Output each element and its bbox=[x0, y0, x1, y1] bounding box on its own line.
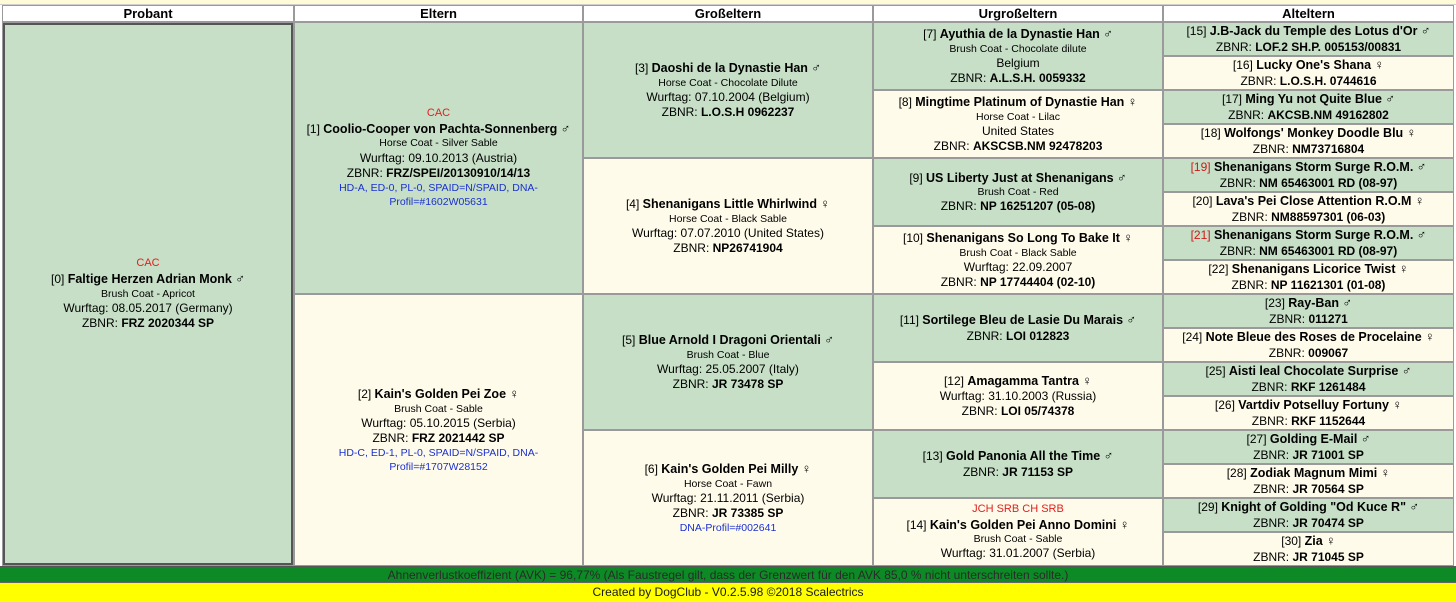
dog-number: [1] bbox=[306, 121, 320, 136]
reg-label: ZBNR: bbox=[1231, 277, 1268, 292]
female-icon: ♀ bbox=[801, 461, 812, 477]
dog-cell-28[interactable] bbox=[1163, 464, 1454, 498]
dog-cell-7[interactable] bbox=[873, 22, 1163, 90]
dog-number: [0] bbox=[51, 272, 65, 286]
reg-label: ZBNR: bbox=[1253, 515, 1290, 530]
dog-number: [8] bbox=[898, 95, 912, 110]
reg-label: ZBNR: bbox=[1253, 481, 1290, 496]
male-icon: ♂ bbox=[560, 120, 571, 136]
dog-number: [6] bbox=[644, 462, 658, 477]
born-label: Wurftag: bbox=[657, 361, 703, 376]
dog-number: [14] bbox=[906, 517, 927, 532]
female-icon: ♀ bbox=[1425, 329, 1435, 345]
dog-coat: Brush Coat - Black Sable bbox=[959, 246, 1077, 259]
dog-reg: FRZ 2021442 SP bbox=[411, 430, 505, 445]
dog-name[interactable]: Zia bbox=[1304, 534, 1323, 549]
female-icon: ♀ bbox=[1374, 57, 1385, 73]
dog-name[interactable]: Shenanigans So Long To Bake It bbox=[926, 231, 1120, 246]
dog-born: 21.11.2011 (Serbia) bbox=[700, 490, 805, 505]
dog-born: 25.05.2007 (Italy) bbox=[705, 361, 799, 376]
dog-number: [12] bbox=[943, 373, 964, 388]
dog-number: [16] bbox=[1232, 58, 1253, 73]
dog-cell-13[interactable] bbox=[873, 430, 1163, 498]
born-label: Wurftag: bbox=[361, 415, 407, 430]
born-label: Wurftag: bbox=[651, 490, 697, 505]
dog-born: 09.10.2013 (Austria) bbox=[408, 150, 518, 165]
dog-number: [28] bbox=[1226, 466, 1247, 481]
dog-reg: NM73716804 bbox=[1292, 141, 1365, 156]
dog-cell-29[interactable] bbox=[1163, 498, 1454, 532]
dog-name[interactable]: Kain's Golden Pei Zoe bbox=[374, 386, 507, 401]
dog-cell-25[interactable] bbox=[1163, 362, 1454, 396]
dog-cell-10[interactable] bbox=[873, 226, 1163, 294]
male-icon: ♂ bbox=[811, 60, 822, 76]
header-eltern: Eltern bbox=[294, 5, 583, 22]
dog-reg: FRZ/SPEI/20130910/14/13 bbox=[386, 165, 531, 180]
dog-name[interactable]: Blue Arnold I Dragoni Orientali bbox=[638, 333, 821, 348]
avk-coefficient-bar: Ahnenverlustkoeffizient (AVK) = 96,77% (Als Faustregel gilt, dass der Grenzwert für den AVK 85,0 % nicht unterschreiten sollte.) bbox=[0, 566, 1456, 582]
dog-coat: Horse Coat - Black Sable bbox=[669, 212, 787, 225]
reg-label: ZBNR: bbox=[372, 430, 409, 445]
dog-name[interactable]: Knight of Golding "Od Kuce R" bbox=[1221, 500, 1406, 515]
dog-number: [7] bbox=[923, 27, 937, 42]
dog-cell-24[interactable] bbox=[1163, 328, 1454, 362]
male-icon: ♂ bbox=[1420, 23, 1431, 39]
born-label: Wurftag: bbox=[359, 150, 406, 165]
dog-name[interactable]: Shenanigans Storm Surge R.O.M. bbox=[1213, 228, 1414, 243]
dog-name[interactable]: Kain's Golden Pei Milly bbox=[661, 462, 799, 477]
dog-number: [24] bbox=[1182, 330, 1203, 345]
reg-label: ZBNR: bbox=[961, 404, 998, 419]
dog-number: [23] bbox=[1264, 296, 1285, 311]
dog-cell-20[interactable] bbox=[1163, 192, 1454, 226]
dog-health-info: HD-A, ED-0, PL-0, SPAID=N/SPAID, DNA-Profil=#1602W05631 bbox=[339, 181, 538, 208]
dog-number: [9] bbox=[909, 170, 923, 185]
dog-cell-16[interactable] bbox=[1163, 56, 1454, 90]
female-icon: ♀ bbox=[1119, 516, 1130, 532]
dog-reg: AKCSB.NM 49162802 bbox=[1267, 107, 1389, 122]
male-icon: ♂ bbox=[1126, 312, 1137, 328]
dog-reg: JR 73478 SP bbox=[711, 376, 784, 391]
reg-label: ZBNR: bbox=[1253, 447, 1290, 462]
dog-coat: Brush Coat - Sable bbox=[973, 533, 1063, 546]
female-icon: ♀ bbox=[509, 385, 520, 401]
reg-label: ZBNR: bbox=[1252, 141, 1289, 156]
dog-reg: A.L.S.H. 0059332 bbox=[989, 70, 1086, 85]
dog-cell-26[interactable] bbox=[1163, 396, 1454, 430]
dog-number: [22] bbox=[1208, 262, 1229, 277]
dog-name[interactable]: Golding E-Mail bbox=[1269, 432, 1358, 447]
dog-number: [26] bbox=[1214, 398, 1235, 413]
female-icon: ♀ bbox=[1127, 94, 1138, 110]
male-icon: ♂ bbox=[1116, 169, 1127, 185]
dog-health-info: HD-C, ED-1, PL-0, SPAID=N/SPAID, DNA-Profil=#1707W28152 bbox=[338, 446, 539, 473]
male-icon: ♂ bbox=[824, 332, 834, 348]
dog-born: 05.10.2015 (Serbia) bbox=[409, 415, 516, 430]
dog-cell-17[interactable] bbox=[1163, 90, 1454, 124]
header-urgrosseltern: Urgroßeltern bbox=[873, 5, 1163, 22]
dog-coat: Brush Coat - Apricot bbox=[101, 287, 195, 300]
reg-label: ZBNR: bbox=[940, 274, 977, 289]
reg-label: ZBNR: bbox=[940, 199, 977, 214]
dog-reg: NP 11621301 (01-08) bbox=[1270, 277, 1386, 292]
reg-label: ZBNR: bbox=[672, 376, 709, 391]
dog-reg: RKF 1261484 bbox=[1290, 379, 1366, 394]
female-icon: ♀ bbox=[1398, 261, 1409, 277]
dog-number: [27] bbox=[1246, 432, 1267, 447]
dog-name[interactable]: Aisti leal Chocolate Surprise bbox=[1228, 364, 1399, 379]
reg-label: ZBNR: bbox=[1228, 107, 1265, 122]
reg-label: ZBNR: bbox=[1269, 311, 1306, 326]
dog-cell-9[interactable] bbox=[873, 158, 1163, 226]
dog-coat: Brush Coat - Blue bbox=[686, 348, 770, 361]
reg-label: ZBNR: bbox=[1215, 39, 1252, 54]
dog-number: [4] bbox=[625, 197, 640, 212]
dog-number: [3] bbox=[634, 61, 649, 76]
dog-reg: NP 16251207 (05-08) bbox=[980, 199, 1096, 214]
dog-number: [21] bbox=[1190, 228, 1211, 243]
dog-cell-14[interactable] bbox=[873, 498, 1163, 566]
dog-number: [29] bbox=[1197, 500, 1218, 515]
dog-number: [11] bbox=[899, 313, 919, 328]
dog-reg: FRZ 2020344 SP bbox=[121, 315, 215, 330]
dog-cell-1[interactable] bbox=[294, 22, 583, 294]
reg-label: ZBNR: bbox=[962, 464, 999, 479]
born-label: Wurftag: bbox=[63, 300, 109, 315]
dog-born: 07.10.2004 (Belgium) bbox=[694, 89, 810, 104]
dog-number: [10] bbox=[903, 231, 924, 246]
dog-coat: Horse Coat - Fawn bbox=[683, 477, 773, 490]
dog-name[interactable]: Ray-Ban bbox=[1288, 296, 1339, 311]
dog-cell-15[interactable] bbox=[1163, 22, 1454, 56]
dog-cell-22[interactable] bbox=[1163, 260, 1454, 294]
dog-title: CAC bbox=[426, 107, 451, 120]
reg-label: ZBNR: bbox=[1251, 379, 1288, 394]
dog-name[interactable]: Lava's Pei Close Attention R.O.M bbox=[1215, 194, 1412, 209]
dog-name[interactable]: Wolfongs' Monkey Doodle Blu bbox=[1224, 126, 1404, 141]
reg-label: ZBNR: bbox=[672, 505, 709, 520]
dog-name[interactable]: Shenanigans Storm Surge R.O.M. bbox=[1213, 160, 1414, 175]
dog-name[interactable]: US Liberty Just at Shenanigans bbox=[926, 170, 1114, 185]
dog-reg: NP 17744404 (02-10) bbox=[980, 274, 1096, 289]
reg-label: ZBNR: bbox=[1251, 413, 1288, 428]
dog-coat: Brush Coat - Chocolate dilute bbox=[949, 42, 1087, 55]
dog-name[interactable]: Shenanigans Little Whirlwind bbox=[642, 197, 817, 212]
dog-born: 22.09.2007 bbox=[1012, 259, 1073, 274]
dog-reg: LOF.2 SH.P. 005153/00831 bbox=[1255, 39, 1402, 54]
dog-reg: 009067 bbox=[1308, 345, 1349, 360]
dog-coat: Horse Coat - Lilac bbox=[975, 110, 1061, 123]
dog-title: JCH SRB CH SRB bbox=[972, 502, 1064, 515]
dog-cell-0[interactable] bbox=[2, 22, 294, 566]
dog-born: 31.01.2007 (Serbia) bbox=[989, 546, 1096, 561]
dog-reg: 011271 bbox=[1308, 311, 1348, 326]
male-icon: ♂ bbox=[1416, 159, 1427, 175]
reg-label: ZBNR: bbox=[673, 240, 710, 255]
dog-name[interactable]: Zodiak Magnum Mimi bbox=[1250, 466, 1378, 481]
female-icon: ♀ bbox=[820, 196, 831, 212]
dog-name[interactable]: Ming Yu not Quite Blue bbox=[1245, 92, 1382, 107]
reg-label: ZBNR: bbox=[933, 138, 970, 153]
dog-name[interactable]: Kain's Golden Pei Anno Domini bbox=[929, 517, 1117, 532]
male-icon: ♂ bbox=[1342, 295, 1353, 311]
header-probant: Probant bbox=[2, 5, 294, 22]
born-label: Wurftag: bbox=[963, 259, 1009, 274]
dog-name[interactable]: Amagamma Tantra bbox=[967, 373, 1079, 388]
reg-label: ZBNR: bbox=[1240, 73, 1277, 88]
reg-label: ZBNR: bbox=[346, 165, 383, 180]
dog-number: [15] bbox=[1186, 24, 1207, 39]
reg-label: ZBNR: bbox=[1219, 175, 1256, 190]
dog-name[interactable]: Mingtime Platinum of Dynastie Han bbox=[915, 95, 1125, 110]
dog-number: [19] bbox=[1190, 160, 1211, 175]
dog-born: 07.07.2010 (United States) bbox=[680, 225, 824, 240]
male-icon: ♂ bbox=[1103, 26, 1113, 42]
dog-title: CAC bbox=[136, 257, 160, 270]
dog-reg: JR 71045 SP bbox=[1292, 549, 1364, 564]
dog-cell-8[interactable] bbox=[873, 90, 1163, 158]
dog-cell-19[interactable] bbox=[1163, 158, 1454, 192]
dog-country: Belgium bbox=[996, 55, 1040, 70]
dog-cell-18[interactable] bbox=[1163, 124, 1454, 158]
female-icon: ♀ bbox=[1380, 465, 1391, 481]
pedigree-grid bbox=[0, 5, 1456, 566]
male-icon: ♂ bbox=[1360, 431, 1371, 447]
dog-name[interactable]: Lucky One's Shana bbox=[1256, 58, 1372, 73]
dog-number: [25] bbox=[1205, 364, 1226, 379]
dog-name[interactable]: Sortilege Bleu de Lasie Du Marais bbox=[922, 313, 1124, 328]
dog-coat: Brush Coat - Sable bbox=[394, 402, 483, 415]
dog-reg: NP26741904 bbox=[712, 240, 783, 255]
dog-number: [18] bbox=[1200, 126, 1221, 141]
dog-name[interactable]: Daoshi de la Dynastie Han bbox=[651, 61, 808, 76]
dog-name[interactable]: J.B-Jack du Temple des Lotus d'Or bbox=[1209, 24, 1418, 39]
dog-cell-27[interactable] bbox=[1163, 430, 1454, 464]
dog-number: [2] bbox=[357, 386, 372, 401]
dog-cell-11[interactable] bbox=[873, 294, 1163, 362]
male-icon: ♂ bbox=[1103, 448, 1114, 464]
dog-reg: NM88597301 (06-03) bbox=[1271, 209, 1386, 224]
born-label: Wurftag: bbox=[646, 89, 692, 104]
dog-reg: AKSCSB.NM 92478203 bbox=[972, 138, 1103, 153]
dog-name[interactable]: Shenanigans Licorice Twist bbox=[1231, 262, 1396, 277]
dog-born: 31.10.2003 (Russia) bbox=[988, 389, 1097, 404]
dog-cell-21[interactable] bbox=[1163, 226, 1454, 260]
male-icon: ♂ bbox=[1416, 227, 1427, 243]
reg-label: ZBNR: bbox=[1231, 209, 1268, 224]
male-icon: ♂ bbox=[1401, 363, 1412, 379]
born-label: Wurftag: bbox=[939, 389, 985, 404]
dog-coat: Horse Coat - Silver Sable bbox=[379, 137, 498, 150]
dog-cell-4[interactable] bbox=[583, 158, 873, 294]
dog-name[interactable]: Ayuthia de la Dynastie Han bbox=[939, 27, 1100, 42]
dog-coat: Horse Coat - Chocolate Dilute bbox=[658, 76, 798, 89]
credit-bar: Created by DogClub - V0.2.5.98 ©2018 Scalectrics bbox=[0, 582, 1456, 602]
born-label: Wurftag: bbox=[632, 225, 678, 240]
dog-reg: JR 70564 SP bbox=[1292, 481, 1364, 496]
dog-number: [17] bbox=[1221, 92, 1242, 107]
dog-cell-30[interactable] bbox=[1163, 532, 1454, 566]
female-icon: ♀ bbox=[1123, 230, 1133, 246]
male-icon: ♂ bbox=[235, 271, 245, 286]
reg-label: ZBNR: bbox=[661, 104, 698, 119]
dog-number: [20] bbox=[1192, 194, 1213, 209]
dog-reg: JR 73385 SP bbox=[711, 505, 784, 520]
dog-number: [5] bbox=[622, 333, 636, 348]
dog-cell-12[interactable] bbox=[873, 362, 1163, 430]
dog-name[interactable]: Vartdiv Potselluy Fortuny bbox=[1238, 398, 1389, 413]
born-label: Wurftag: bbox=[940, 546, 986, 561]
dog-number: [30] bbox=[1281, 534, 1302, 549]
dog-health-info: DNA-Profil=#002641 bbox=[679, 521, 777, 534]
dog-reg: JR 71001 SP bbox=[1292, 447, 1364, 462]
female-icon: ♀ bbox=[1414, 193, 1425, 209]
reg-label: ZBNR: bbox=[966, 328, 1003, 343]
dog-reg: L.O.S.H. 0744616 bbox=[1279, 73, 1377, 88]
dog-number: [13] bbox=[922, 449, 943, 464]
female-icon: ♀ bbox=[1392, 397, 1403, 413]
male-icon: ♂ bbox=[1385, 91, 1396, 107]
header-grosseltern: Großeltern bbox=[583, 5, 873, 22]
dog-reg: L.O.S.H 0962237 bbox=[700, 104, 795, 119]
header-alteltern: Alteltern bbox=[1163, 5, 1454, 22]
dog-name[interactable]: Gold Panonia All the Time bbox=[946, 449, 1101, 464]
female-icon: ♀ bbox=[1406, 125, 1417, 141]
reg-label: ZBNR: bbox=[950, 70, 987, 85]
female-icon: ♀ bbox=[1326, 533, 1336, 549]
dog-cell-23[interactable] bbox=[1163, 294, 1454, 328]
male-icon: ♂ bbox=[1409, 499, 1420, 515]
dog-reg: LOI 012823 bbox=[1005, 328, 1070, 343]
dog-born: 08.05.2017 (Germany) bbox=[111, 300, 233, 315]
reg-label: ZBNR: bbox=[1268, 345, 1305, 360]
reg-label: ZBNR: bbox=[1253, 549, 1290, 564]
dog-cell-6[interactable] bbox=[583, 430, 873, 566]
dog-cell-5[interactable] bbox=[583, 294, 873, 430]
dog-reg: JR 71153 SP bbox=[1002, 464, 1074, 479]
reg-label: ZBNR: bbox=[81, 315, 118, 330]
dog-name[interactable]: Note Bleue des Roses de Procelaine bbox=[1205, 330, 1422, 345]
dog-cell-2[interactable] bbox=[294, 294, 583, 566]
female-icon: ♀ bbox=[1082, 372, 1093, 388]
dog-reg: NM 65463001 RD (08-97) bbox=[1259, 175, 1398, 190]
dog-reg: NM 65463001 RD (08-97) bbox=[1259, 243, 1398, 258]
dog-name[interactable]: Faltige Herzen Adrian Monk bbox=[67, 272, 232, 286]
dog-reg: LOI 05/74378 bbox=[1000, 404, 1075, 419]
dog-coat: Brush Coat - Red bbox=[977, 186, 1059, 199]
dog-name[interactable]: Coolio-Cooper von Pachta-Sonnenberg bbox=[323, 121, 558, 136]
dog-country: United States bbox=[981, 123, 1055, 138]
dog-reg: JR 70474 SP bbox=[1292, 515, 1364, 530]
dog-reg: RKF 1152644 bbox=[1291, 413, 1366, 428]
reg-label: ZBNR: bbox=[1219, 243, 1256, 258]
dog-cell-3[interactable] bbox=[583, 22, 873, 158]
